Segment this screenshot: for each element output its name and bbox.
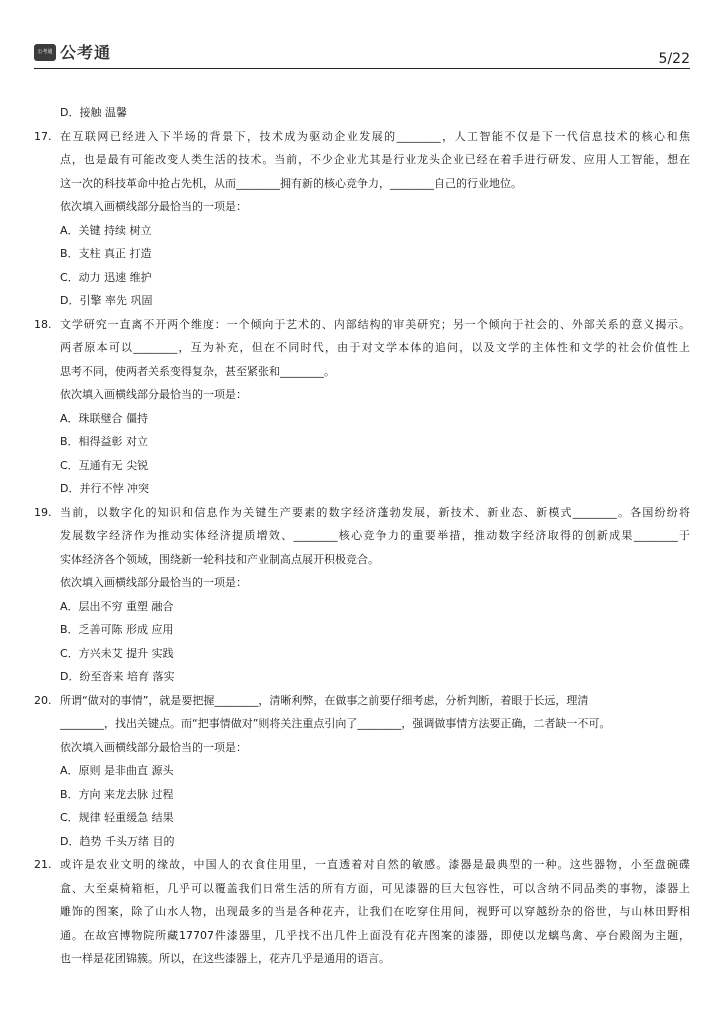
logo-text: 公考通 <box>60 43 112 62</box>
question-text-line: 思考不同，使两者关系变得复杂，甚至紧张和________。 <box>60 364 335 378</box>
question-text-line: 两者原本可以________，互为补充，但在不同时代，由于对文学本体的追问，以及文学的主体性和文学的社会价值性上 <box>60 341 690 354</box>
question-text-line: 当前，以数字化的知识和信息作为关键生产要素的数字经济蓬勃发展，新技术、新业态、新模式________。各国纷纷将 <box>60 505 690 519</box>
previous-question-option: D．接触 温馨 <box>60 106 127 119</box>
option-d[interactable]: D．并行不悖 冲突 <box>60 482 149 495</box>
question-number: 18. <box>34 317 52 331</box>
question-21 <box>34 853 690 971</box>
question-text-line: 点，也是最有可能改变人类生活的技术。当前，不少企业尤其是行业龙头企业已经在着手进行研发、应用人工智能，想在 <box>60 153 690 166</box>
question-prompt: 依次填入画横线部分最恰当的一项是： <box>60 740 247 754</box>
question-18 <box>34 313 690 501</box>
question-prompt: 依次填入画横线部分最恰当的一项是： <box>60 200 247 213</box>
option-d[interactable]: D．趋势 千头万绪 目的 <box>60 834 175 848</box>
option-b[interactable]: B．相得益彰 对立 <box>60 435 149 448</box>
option-c[interactable]: C．动力 迅速 维护 <box>60 270 152 284</box>
question-text-line: 通。在故宫博物院所藏17707件漆器里，几乎找不出几件上面没有花卉图案的漆器，即使以龙螭鸟禽、亭台殿阁为主题， <box>60 928 690 942</box>
question-text-line: 也一样是花团锦簇。所以，在这些漆器上，花卉几乎是通用的语言。 <box>60 952 390 965</box>
question-17 <box>34 125 690 313</box>
option-a[interactable]: A．关键 持续 树立 <box>60 223 152 237</box>
option-b[interactable]: B．方向 来龙去脉 过程 <box>60 787 174 801</box>
option-a[interactable]: A．珠联璧合 僵持 <box>60 411 149 425</box>
question-number: 17. <box>34 129 52 143</box>
option-d[interactable]: D．引擎 率先 巩固 <box>60 294 153 307</box>
document-body <box>34 101 690 971</box>
question-number: 21. <box>34 858 52 871</box>
question-text-line: ________，找出关键点。而“把事情做对”则将关注重点引向了________，强调做事情方法要正确，二者缺一不可。 <box>60 717 611 730</box>
option-c[interactable]: C．互通有无 尖锐 <box>60 458 149 472</box>
option-c[interactable]: C．规律 轻重缓急 结果 <box>60 811 174 824</box>
question-20 <box>34 689 690 854</box>
page-header <box>34 42 690 70</box>
option-b[interactable]: B．乏善可陈 形成 应用 <box>60 623 174 636</box>
question-text-line: 雕饰的图案，除了山水人物，出现最多的当是各种花卉，让我们在吃穿住用间，视野可以穿越纷杂的俗世，与山林田野相 <box>60 905 690 918</box>
question-text-line: 所谓“做对的事情”，就是要把握________，清晰利弊，在做事之前要仔细考虑，分析判断，着眼于长远，理清 <box>60 693 589 707</box>
question-prompt: 依次填入画横线部分最恰当的一项是： <box>60 576 247 589</box>
option-a[interactable]: A．层出不穷 重塑 融合 <box>60 599 174 613</box>
option-d[interactable]: D．纷至沓来 培育 落实 <box>60 670 175 683</box>
question-prompt: 依次填入画横线部分最恰当的一项是： <box>60 388 247 401</box>
question-text-line: 在互联网已经进入下半场的背景下，技术成为驱动企业发展的________，人工智能不仅是下一代信息技术的核心和焦 <box>60 129 690 143</box>
question-text-line: 文学研究一直离不开两个维度：一个倾向于艺术的、内部结构的审美研究；另一个倾向于社会的、外部关系的意义揭示。 <box>60 317 690 331</box>
question-text-line: 实体经济各个领域，围绕新一轮科技和产业制高点展开积极竞合。 <box>60 552 379 566</box>
option-a[interactable]: A．原则 是非曲直 源头 <box>60 764 174 777</box>
question-text-line: 或许是农业文明的缘故，中国人的衣食住用里，一直透着对自然的敏感。漆器是最典型的一种。这些器物，小至盘碗碟 <box>60 858 690 871</box>
option-b[interactable]: B．支柱 真正 打造 <box>60 247 152 260</box>
question-number: 20. <box>34 693 52 707</box>
header-divider <box>34 68 690 69</box>
question-text-line: 盒、大至桌椅箱柜，几乎可以覆盖我们日常生活的所有方面，可见漆器的巨大包容性，可以含纳不同品类的事物，漆器上 <box>60 881 690 895</box>
question-number: 19. <box>34 505 52 519</box>
question-text-line: 发展数字经济作为推动实体经济提质增效、________核心竞争力的重要举措，推动数字经济取得的创新成果________于 <box>60 529 690 542</box>
question-19 <box>34 501 690 689</box>
question-text-line: 这一次的科技革命中抢占先机，从而________拥有新的核心竞争力，________自己的行业地位。 <box>60 176 522 190</box>
logo-badge-icon: 公考通 <box>34 44 56 61</box>
page-number: 5/22 <box>658 51 690 67</box>
option-c[interactable]: C．方兴未艾 提升 实践 <box>60 646 174 660</box>
